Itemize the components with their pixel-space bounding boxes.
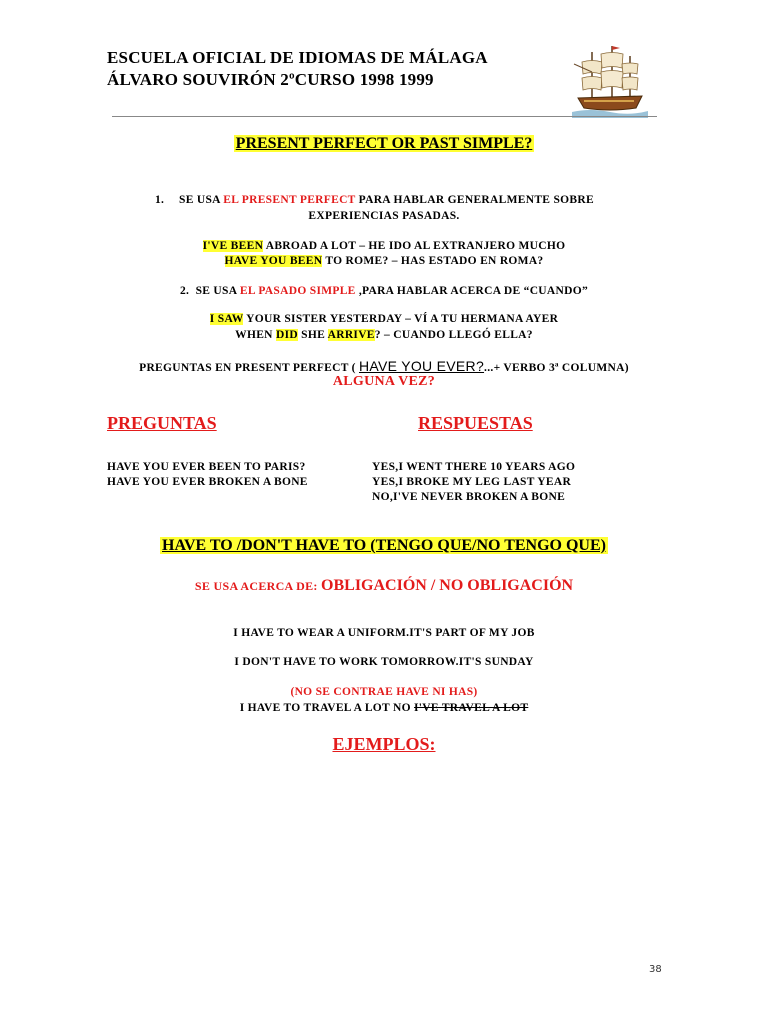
title-have-to-text: HAVE TO /DON'T HAVE TO (TENGO QUE/NO TENGO QUE) bbox=[162, 537, 606, 554]
example-3-highlight: I SAW bbox=[209, 313, 244, 325]
question-item: HAVE YOU EVER BROKEN A BONE bbox=[107, 476, 308, 488]
answer-item: YES,I BROKE MY LEG LAST YEAR bbox=[372, 476, 572, 488]
questions-list bbox=[107, 460, 308, 490]
example-2-rest: TO ROME? – HAS ESTADO EN ROMA? bbox=[322, 255, 544, 267]
alguna-vez: ALGUNA VEZ? bbox=[332, 374, 436, 389]
item-1-text bbox=[179, 194, 594, 206]
item-1-number: 1. bbox=[155, 194, 165, 206]
example-1-highlight: I'VE BEEN bbox=[202, 240, 264, 252]
item-1-line2: EXPERIENCIAS PASADAS. bbox=[308, 210, 460, 222]
item-2 bbox=[0, 285, 768, 297]
respuestas-heading: RESPUESTAS bbox=[418, 413, 533, 433]
answer-item: NO,I'VE NEVER BROKEN A BONE bbox=[372, 491, 566, 503]
ex3-pre: I HAVE TO TRAVEL A LOT NO bbox=[239, 702, 414, 714]
example-4 bbox=[0, 329, 768, 341]
item-2-pre: SE USA bbox=[195, 285, 240, 297]
item-2-number: 2. bbox=[179, 285, 190, 297]
example-4-a: WHEN bbox=[235, 329, 276, 341]
course-line: ÁLVARO SOUVIRÓN 2ºCURSO 1998 1999 bbox=[107, 70, 434, 89]
item-1-pre: SE USA bbox=[179, 194, 224, 206]
usage-big: OBLIGACIÓN / NO OBLIGACIÓN bbox=[321, 577, 574, 594]
q-line-pre: PREGUNTAS EN PRESENT PERFECT ( bbox=[139, 362, 359, 374]
example-4-b: SHE bbox=[297, 329, 328, 341]
have-to-example-1: I HAVE TO WEAR A UNIFORM.IT'S PART OF MY JOB bbox=[233, 627, 535, 639]
usage-line bbox=[0, 577, 768, 595]
have-to-example-2: I DON'T HAVE TO WORK TOMORROW.IT'S SUNDAY bbox=[234, 656, 534, 668]
title-have-to bbox=[0, 537, 768, 555]
example-3-rest: YOUR SISTER YESTERDAY – VÍ A TU HERMANA AYER bbox=[243, 313, 559, 325]
header-divider bbox=[112, 116, 657, 117]
title-present-perfect bbox=[0, 135, 768, 153]
preguntas-heading: PREGUNTAS bbox=[107, 413, 217, 433]
item-1-post: PARA HABLAR GENERALMENTE SOBRE bbox=[355, 194, 594, 206]
example-4-hl2: ARRIVE bbox=[327, 329, 375, 341]
answer-item: YES,I WENT THERE 10 YEARS AGO bbox=[372, 461, 576, 473]
school-name: ESCUELA OFICIAL DE IDIOMAS DE MÁLAGA bbox=[107, 48, 488, 67]
item-2-post: ,PARA HABLAR ACERCA DE “CUANDO” bbox=[355, 285, 589, 297]
example-1 bbox=[0, 240, 768, 252]
title-text: PRESENT PERFECT OR PAST SIMPLE? bbox=[235, 135, 533, 152]
have-you-ever-text: HAVE YOU EVER? bbox=[358, 358, 485, 374]
example-4-hl1: DID bbox=[275, 329, 298, 341]
example-1-rest: ABROAD A LOT – HE IDO AL EXTRANJERO MUCHO bbox=[263, 240, 566, 252]
sailing-ship-icon bbox=[570, 42, 650, 120]
page-number: 38 bbox=[649, 964, 662, 975]
example-2 bbox=[0, 255, 768, 267]
item-1-red: EL PRESENT PERFECT bbox=[223, 194, 356, 206]
question-item: HAVE YOU EVER BEEN TO PARIS? bbox=[107, 461, 306, 473]
have-to-example-3 bbox=[0, 702, 768, 714]
ejemplos-heading: EJEMPLOS: bbox=[332, 734, 436, 754]
struck-text: I'VE TRAVEL A LOT bbox=[414, 702, 529, 714]
contraction-note: (NO SE CONTRAE HAVE NI HAS) bbox=[290, 686, 478, 698]
example-2-highlight: HAVE YOU BEEN bbox=[224, 255, 323, 267]
example-4-c: ? – CUANDO LLEGÓ ELLA? bbox=[374, 329, 533, 341]
have-you-ever-line bbox=[0, 358, 768, 374]
answers-list bbox=[372, 460, 575, 505]
usage-pre: SE USA ACERCA DE: bbox=[194, 579, 322, 593]
item-2-red: EL PASADO SIMPLE bbox=[239, 285, 356, 297]
example-3 bbox=[0, 313, 768, 325]
q-line-post: ...+ VERBO 3ª COLUMNA) bbox=[484, 362, 629, 374]
